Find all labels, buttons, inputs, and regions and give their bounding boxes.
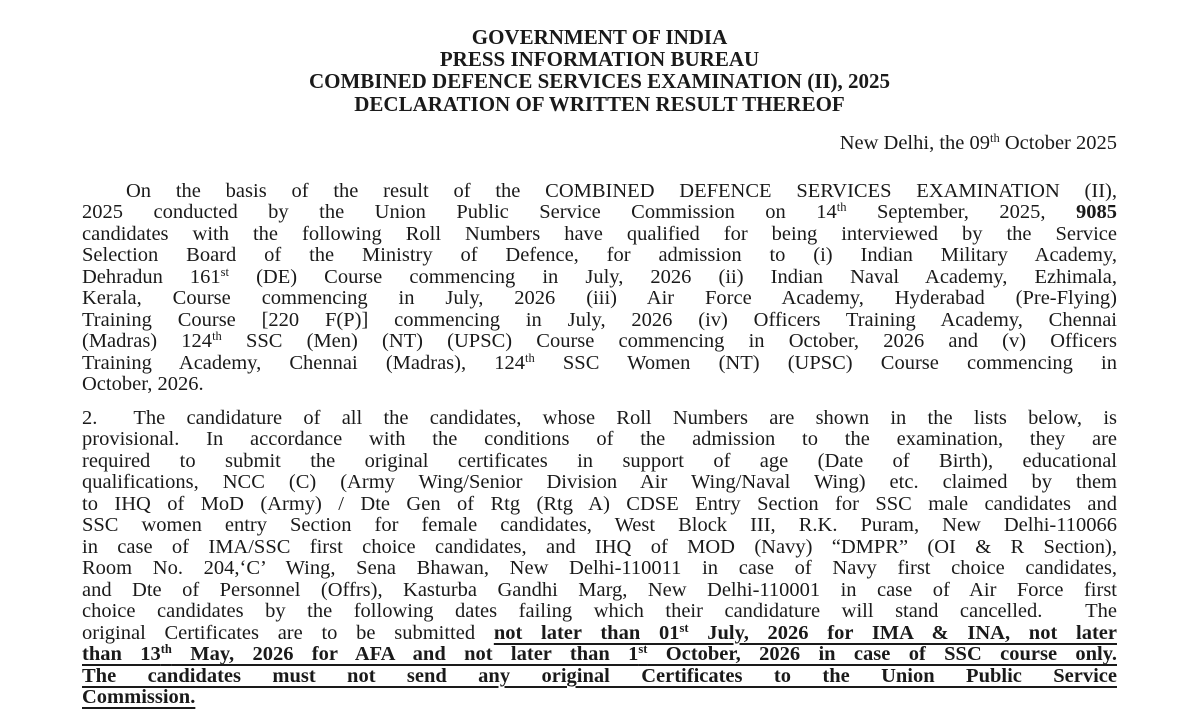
paragraph-2 <box>82 408 1117 709</box>
doc-line <box>82 620 1117 645</box>
doc-line <box>82 331 1117 353</box>
doc-line <box>82 350 1117 375</box>
text-segment: st <box>220 264 230 279</box>
text-segment: Commission. <box>82 686 196 709</box>
text-segment: SSC Women (NT) (UPSC) Course commencing in <box>534 351 1117 374</box>
text-segment: to IHQ of MoD (Army) / Dte Gen of Rtg (Rtg A) CDSE Entry Section for SSC male candidates and <box>82 492 1117 515</box>
text-segment: Dehradun 161 <box>82 265 221 288</box>
text-segment: st <box>638 642 648 657</box>
text-segment: (Madras) 124 <box>82 330 213 353</box>
text-segment: th <box>212 329 222 344</box>
text-segment: SSC (Men) (NT) (UPSC) Course commencing in October, 2026 and (v) Officers <box>221 330 1117 353</box>
dateline <box>82 132 1117 154</box>
text-segment: th <box>525 350 535 365</box>
dateline-text-tail: October 2025 <box>999 131 1117 154</box>
text-segment: Selection Board of the Ministry of Defence, for admission to (i) Indian Military Academy, <box>82 244 1117 267</box>
header-line-declaration: DECLARATION OF WRITTEN RESULT THEREOF <box>354 91 845 116</box>
text-segment: 2025 conducted by the Union Public Service Commission on 14 <box>82 201 837 224</box>
dateline-ordinal-suffix: th <box>989 130 1000 145</box>
doc-line <box>82 537 1117 559</box>
document-body <box>82 181 1117 709</box>
document-header <box>82 26 1117 115</box>
text-segment: choice candidates by the following dates failing which their candidature will stand cancelled. The <box>82 600 1117 623</box>
doc-line <box>82 472 1117 494</box>
text-segment: Training Academy, Chennai (Madras), 124 <box>82 351 526 374</box>
text-segment: October, 2026. <box>82 373 204 396</box>
doc-line <box>82 451 1117 473</box>
text-segment: original Certificates are to be submitted <box>82 621 494 644</box>
doc-line <box>82 288 1117 310</box>
text-segment <box>82 686 195 708</box>
doc-line <box>82 408 1117 430</box>
doc-line <box>82 515 1117 537</box>
text-segment: not later than 01 <box>493 621 680 644</box>
header-line-govt: GOVERNMENT OF INDIA <box>471 25 728 49</box>
text-segment: than 13 <box>82 643 161 666</box>
dateline-text: New Delhi, the 09 <box>839 131 990 154</box>
text-segment: in case of IMA/SSC first choice candidates, and IHQ of MOD (Navy) “DMPR” (OI & R Section), <box>82 535 1117 558</box>
doc-line <box>82 580 1117 602</box>
text-segment: The candidates must not send any original Certificates to the Union Public Service <box>82 664 1117 687</box>
doc-line <box>82 181 1117 203</box>
text-segment: The candidature of all the candidates, whose Roll Numbers are shown in the lists below, is <box>133 406 1117 429</box>
text-segment: th <box>160 642 172 657</box>
text-segment: qualifications, NCC (C) (Army Wing/Senior Division Air Wing/Naval Wing) etc. claimed by them <box>82 471 1117 494</box>
text-segment <box>82 643 1117 665</box>
text-segment: Room No. 204,‘C’ Wing, Sena Bhawan, New Delhi-110011 in case of Navy first choice candidates, <box>82 557 1117 580</box>
paragraph-1 <box>82 181 1117 396</box>
text-segment: candidates with the following Roll Numbers have qualified for being interviewed by the Service <box>82 222 1117 245</box>
text-segment: provisional. In accordance with the conditions of the admission to the examination, they are <box>82 428 1117 451</box>
doc-line <box>82 687 1117 709</box>
doc-line <box>82 666 1117 688</box>
text-segment: and Dte of Personnel (Offrs), Kasturba Gandhi Marg, New Delhi-110001 in case of Air Force first <box>82 578 1117 601</box>
header-line-bureau: PRESS INFORMATION BUREAU <box>439 47 760 72</box>
header-line-exam-title: COMBINED DEFENCE SERVICES EXAMINATION (II), 2025 <box>308 69 891 94</box>
text-segment: September, 2025, <box>846 201 1076 224</box>
text-segment: Training Course [220 F(P)] commencing in July, 2026 (iv) Officers Training Academy, Chennai <box>82 308 1117 331</box>
text-segment: Kerala, Course commencing in July, 2026 (iii) Air Force Academy, Hyderabad (Pre-Flying) <box>82 287 1117 310</box>
doc-line <box>82 374 1117 396</box>
doc-line <box>82 644 1117 666</box>
doc-line <box>82 494 1117 516</box>
doc-line <box>82 310 1117 332</box>
doc-line <box>82 601 1117 623</box>
text-segment: 9085 <box>1076 201 1117 224</box>
text-segment: July, 2026 for IMA & INA, not later <box>688 621 1117 644</box>
text-segment: 2. <box>82 406 98 429</box>
doc-line <box>82 245 1117 267</box>
doc-line <box>82 224 1117 246</box>
doc-line <box>82 429 1117 451</box>
text-segment: May, 2026 for AFA and not later than 1 <box>171 643 639 666</box>
doc-line <box>82 558 1117 580</box>
text-segment: On the basis of the result of the COMBINED DEFENCE SERVICES EXAMINATION (II), <box>126 179 1117 202</box>
text-segment: required to submit the original certificates in support of age (Date of Birth), educational <box>82 449 1117 472</box>
text-segment <box>82 665 1117 687</box>
text-segment: st <box>679 620 689 635</box>
doc-line <box>82 264 1117 289</box>
text-segment: October, 2026 in case of SSC course only. <box>647 643 1117 666</box>
text-segment: SSC women entry Section for female candidates, West Block III, R.K. Puram, New Delhi-110066 <box>82 514 1117 537</box>
text-segment <box>494 622 1117 644</box>
doc-line <box>82 202 1117 224</box>
text-segment: th <box>836 200 847 215</box>
text-segment: (DE) Course commencing in July, 2026 (ii) Indian Naval Academy, Ezhimala, <box>229 265 1117 288</box>
